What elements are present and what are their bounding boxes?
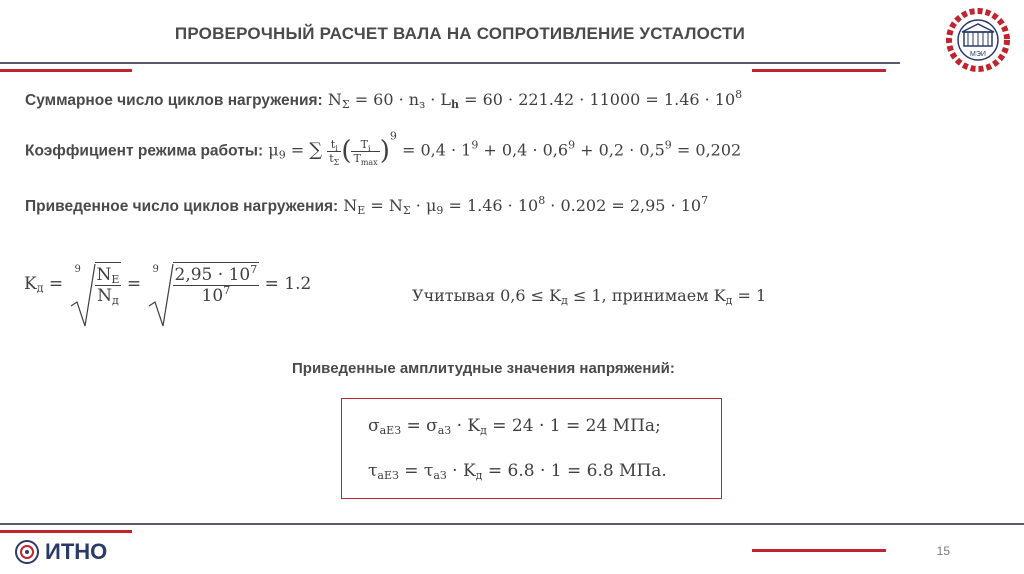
condition-sub2: д — [725, 294, 733, 307]
ti-symbol: t — [330, 137, 336, 151]
mode-coefficient-label: Коэффициент режима работы: — [25, 142, 264, 160]
sigma-value: = 24 · 1 = 24 МПа; — [492, 416, 661, 436]
mode-coefficient-row — [25, 129, 742, 167]
equivalent-cycles-label: Приведенное число циклов нагружения: — [25, 198, 339, 215]
equivalent-expr1-sub: Σ — [402, 204, 411, 217]
footer-accent-left — [0, 530, 132, 533]
mode-rhs2-sup: 9 — [568, 138, 576, 152]
equivalent-expr2-sub: 9 — [436, 204, 444, 217]
total-cycles-expr1-sub: з — [419, 98, 426, 111]
Tmax-symbol: T — [353, 151, 361, 165]
amplitude-heading: Приведенные амплитудные значения напряжений: — [292, 360, 675, 377]
mode-rhs3-sup: 9 — [664, 138, 672, 152]
mu-sub: 9 — [278, 148, 286, 162]
mode-rhs1: = 0,4 · 1 — [401, 140, 472, 160]
nd-symbol: N — [97, 286, 113, 306]
condition-sub1: д — [561, 294, 568, 307]
total-cycles-expr1: = 60 · n — [354, 90, 420, 109]
Tmax-sub: max — [360, 157, 378, 167]
tsum-sub: Σ — [333, 157, 340, 167]
n-sigma-sub: Σ — [341, 98, 350, 111]
sigma-eq: = σ — [406, 416, 438, 436]
total-cycles-row — [25, 90, 742, 110]
condition-text3: = 1 — [737, 286, 767, 305]
mode-power: 9 — [389, 129, 397, 143]
root-1 — [69, 262, 122, 306]
tau-line — [368, 461, 667, 481]
kd-sub: д — [36, 281, 44, 295]
ne-symbol: N — [96, 265, 112, 285]
itno-logo-text: ИТНО — [45, 539, 108, 564]
nd-sub: д — [112, 294, 119, 307]
paren-open: ( — [341, 136, 352, 166]
sigma-symbol: σ — [368, 416, 380, 436]
condition-text2: ≤ 1, принимаем K — [572, 286, 726, 305]
kd-eq1: = — [48, 274, 64, 294]
Ti-symbol: T — [360, 137, 368, 151]
tau-symbol: τ — [368, 461, 378, 481]
root-2 — [147, 262, 260, 306]
equivalent-expr3: = 1.46 · 10 — [448, 196, 539, 215]
torque-fraction — [351, 138, 379, 165]
total-cycles-expr3-sup: 8 — [735, 88, 743, 101]
sigma-eq-sub: aЗ — [437, 424, 452, 437]
header-accent-right — [752, 69, 886, 72]
page-number: 15 — [936, 544, 950, 558]
svg-text:МЭИ: МЭИ — [970, 51, 986, 58]
sigma-rest-sub: д — [480, 424, 487, 437]
tsum-symbol: t — [329, 151, 334, 165]
sum-symbol: ∑ — [309, 139, 323, 161]
mei-logo — [938, 2, 1018, 78]
den2-sup: 7 — [223, 284, 231, 297]
root-1-index: 9 — [74, 264, 81, 275]
sigma-rest: · K — [456, 416, 481, 436]
ne-nd-fraction — [95, 262, 122, 306]
footer-divider — [0, 523, 1024, 525]
kd-condition — [412, 286, 766, 305]
equivalent-expr4-sup: 7 — [701, 194, 709, 207]
kd-eq2: = — [126, 274, 142, 294]
total-cycles-expr2: · L — [430, 90, 451, 109]
Ti-sub: i — [367, 143, 371, 153]
total-cycles-label: Суммарное число циклов нагружения: — [25, 92, 323, 109]
n-e-sub: E — [357, 204, 366, 217]
kd-result: = 1.2 — [264, 274, 312, 294]
itno-logo — [14, 539, 107, 565]
total-cycles-expr3: = 60 · 221.42 · 11000 = 1.46 · 10 — [464, 90, 736, 109]
mu-symbol: μ — [268, 140, 279, 160]
ti-sub: i — [335, 143, 338, 153]
paren-close: ) — [379, 136, 390, 166]
tau-sub: aEЗ — [377, 469, 399, 482]
tau-rest-sub: д — [475, 469, 483, 482]
mode-rhs2: + 0,4 · 0,6 — [483, 140, 569, 160]
n-sigma-symbol: N — [327, 90, 342, 109]
n-e-symbol: N — [343, 196, 358, 215]
tau-rest: · K — [452, 461, 476, 481]
mode-rhs4: = 0,202 — [676, 140, 742, 160]
equivalent-expr2: · μ — [415, 196, 437, 215]
value-fraction — [173, 262, 260, 306]
time-fraction — [327, 138, 341, 165]
total-cycles-expr2-sub: h — [451, 98, 459, 111]
equivalent-cycles-row — [25, 196, 708, 216]
mode-eq: = — [290, 140, 305, 160]
itno-emblem-icon — [14, 539, 40, 565]
header-accent-left — [0, 69, 132, 72]
equivalent-expr1: = N — [370, 196, 403, 215]
root-2-index: 9 — [152, 264, 159, 275]
equivalent-expr4: · 0.202 = 2,95 · 10 — [550, 196, 702, 215]
stress-box — [341, 398, 722, 499]
footer-accent-right — [752, 549, 886, 552]
equivalent-expr3-sup: 8 — [538, 194, 546, 207]
kd-symbol: K — [24, 274, 37, 294]
condition-text1: Учитывая 0,6 ≤ K — [412, 286, 562, 305]
mode-rhs3: + 0,2 · 0,5 — [580, 140, 665, 160]
tau-eq: = τ — [404, 461, 434, 481]
durability-factor-formula — [24, 262, 311, 306]
sigma-sub: aEЗ — [379, 424, 402, 437]
num2-value: 2,95 · 10 — [174, 265, 251, 285]
ne-sub: E — [111, 273, 120, 286]
tau-eq-sub: aЗ — [433, 469, 447, 482]
page-title: ПРОВЕРОЧНЫЙ РАСЧЕТ ВАЛА НА СОПРОТИВЛЕНИЕ УСТАЛОСТИ — [174, 24, 746, 43]
den2-value: 10 — [201, 286, 224, 306]
header-divider — [0, 62, 900, 64]
sigma-line — [368, 416, 661, 436]
num2-sup: 7 — [250, 263, 258, 276]
tau-value: = 6.8 · 1 = 6.8 МПа. — [487, 461, 667, 481]
mode-rhs1-sup: 9 — [471, 138, 479, 152]
